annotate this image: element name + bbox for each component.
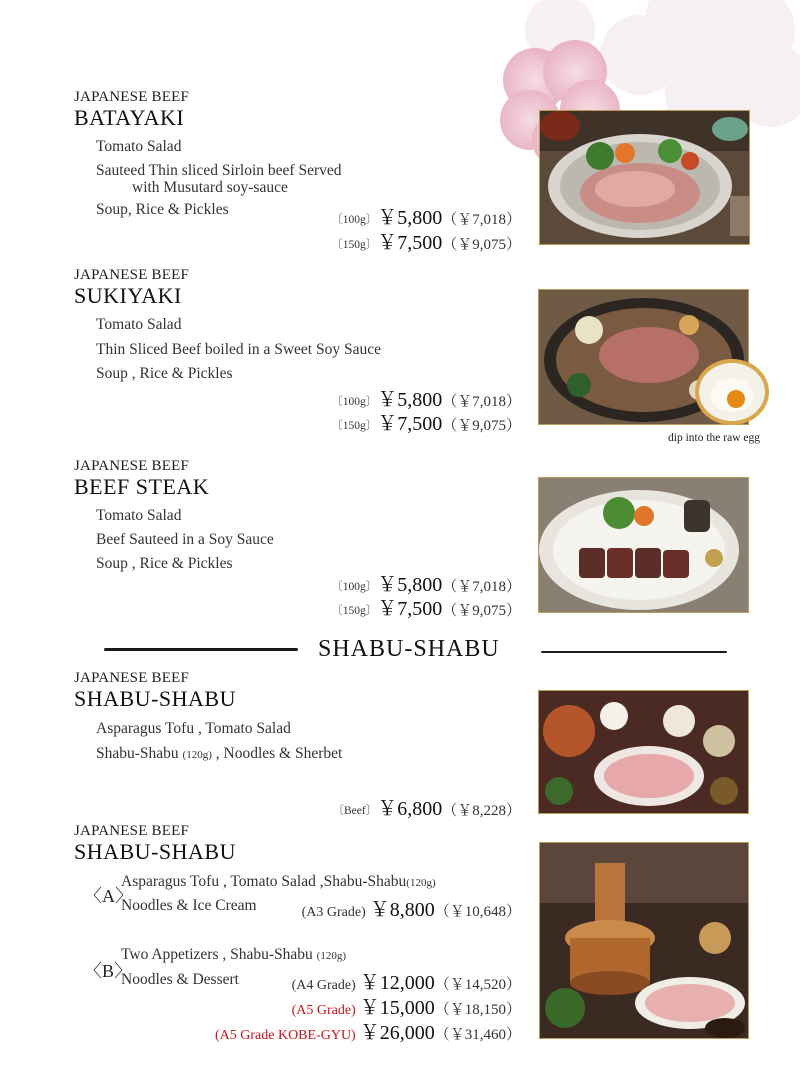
size-label: 〔150g〕 [331,420,378,432]
menu-line: Thin Sliced Beef boiled in a Sweet Soy Sauce [96,341,381,358]
size-label: 〔100g〕 [331,396,378,408]
grade-label: (A5 Grade) [291,1003,356,1018]
divider-right [541,651,727,653]
menu-line: Tomato Salad [96,316,182,333]
price: ￥26,000 [359,1022,435,1044]
price: ￥5,800 [377,207,443,229]
price-with-tax: （￥18,150） [434,1002,521,1018]
grade-label: (A3 Grade) [301,905,366,920]
menu-line [121,946,346,964]
shabu-shabu-photo [538,690,749,814]
price-row [215,1016,521,1045]
menu-text: Shabu-Shabu [96,745,179,762]
menu-line: Noodles & Ice Cream [121,897,257,914]
size-label: 〔100g〕 [331,214,378,226]
price-with-tax: （￥9,075） [442,418,521,434]
price: ￥5,800 [377,389,443,411]
price: ￥6,800 [377,798,443,820]
size-label: 〔Beef〕 [332,805,378,817]
price: ￥12,000 [359,972,435,994]
course-b-label: 〈B〉 [84,961,133,981]
menu-line: Beef Sauteed in a Soy Sauce [96,531,274,548]
price-with-tax: （￥31,460） [434,1027,521,1043]
price-row [331,226,521,255]
divider-left [104,648,298,651]
price-with-tax: （￥7,018） [442,579,521,595]
menu-line: with Musutard soy-sauce [132,179,288,196]
price-with-tax: （￥9,075） [442,603,521,619]
size-label: 〔150g〕 [331,239,378,251]
raw-egg-bowl-photo [694,357,774,427]
menu-line: Soup, Rice & Pickles [96,201,229,218]
dish-name: SUKIYAKI [74,283,182,308]
menu-text: Asparagus Tofu , Tomato Salad ,Shabu-Shabu [121,873,407,890]
price-with-tax: （￥8,228） [442,803,521,819]
category-label: JAPANESE BEEF [74,89,189,105]
menu-line: Soup , Rice & Pickles [96,365,233,382]
dish-name: BATAYAKI [74,105,185,130]
size-label: 〔150g〕 [331,605,378,617]
price-row [302,893,521,922]
price-with-tax: （￥9,075） [442,237,521,253]
menu-line [121,873,436,891]
price-with-tax: （￥10,648） [434,904,521,920]
menu-line: Asparagus Tofu , Tomato Salad [96,720,291,737]
price-with-tax: （￥7,018） [442,212,521,228]
photo-caption: dip into the raw egg [668,432,760,444]
dish-name: SHABU-SHABU [74,686,236,711]
price: ￥7,500 [377,598,443,620]
menu-line: Tomato Salad [96,507,182,524]
grade-label: (A4 Grade) [291,978,356,993]
price: ￥5,800 [377,574,443,596]
category-label: JAPANESE BEEF [74,458,189,474]
menu-line: Sauteed Thin sliced Sirloin beef Served [96,162,342,179]
shabu-shabu-pot-photo [539,842,749,1039]
menu-line: Soup , Rice & Pickles [96,555,233,572]
price-row [331,592,521,621]
menu-text: , Noodles & Sherbet [215,745,343,762]
section-title: SHABU-SHABU [318,636,500,662]
price: ￥7,500 [377,232,443,254]
grade-label: (A5 Grade KOBE-GYU) [214,1028,356,1043]
menu-line [96,745,342,763]
price: ￥8,800 [369,899,435,921]
price-row [331,407,521,436]
category-label: JAPANESE BEEF [74,267,189,283]
portion-size: (120g) [316,950,346,962]
dish-name: BEEF STEAK [74,474,210,499]
price-with-tax: （￥7,018） [442,394,521,410]
price: ￥15,000 [359,997,435,1019]
beef-steak-photo [538,477,749,613]
course-a-label: 〈A〉 [84,886,133,906]
menu-line: Noodles & Dessert [121,971,239,988]
portion-size: (120g) [182,749,212,761]
price-with-tax: （￥14,520） [434,977,521,993]
category-label: JAPANESE BEEF [74,823,189,839]
menu-text: Two Appetizers , Shabu-Shabu [121,946,313,963]
category-label: JAPANESE BEEF [74,670,189,686]
batayaki-photo [539,110,750,245]
menu-line: Tomato Salad [96,138,182,155]
price-row [333,792,521,821]
dish-name: SHABU-SHABU [74,839,236,864]
portion-size: (120g) [406,877,436,889]
price: ￥7,500 [377,413,443,435]
size-label: 〔100g〕 [331,581,378,593]
